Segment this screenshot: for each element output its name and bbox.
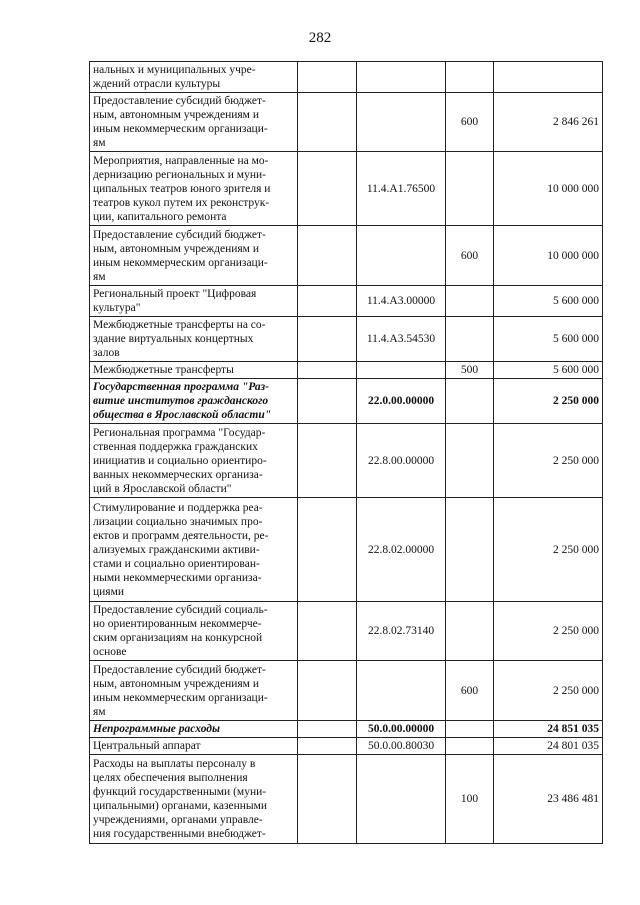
row-amount: 24 801 035 [547, 740, 599, 752]
row-name-cell [90, 286, 298, 317]
row-code-cell [357, 317, 446, 362]
row-name: Предоставление субсидий бюджет- ным, автономным учреждениям и иным некоммерческим организаци- ям [93, 663, 268, 718]
row-name-cell [90, 721, 298, 738]
row-code-cell [357, 738, 446, 755]
table-row [90, 755, 603, 844]
budget-table-body [90, 62, 603, 844]
row-name-cell [90, 424, 298, 498]
row-type: 100 [460, 793, 479, 805]
row-type-cell [446, 602, 494, 661]
row-name: Региональная программа "Государ- ственная поддержка гражданских инициатив и социально ориентиро- ванных некоммерческих организа- ций в Ярославской области" [93, 426, 267, 495]
table-row [90, 93, 603, 152]
row-amount-cell [494, 286, 603, 317]
row-amount: 10 000 000 [547, 182, 599, 195]
row-name: Межбюджетные трансферты на со- здание виртуальных концертных залов [93, 319, 266, 359]
row-type-cell [446, 286, 494, 317]
table-row [90, 152, 603, 226]
row-amount-cell [494, 738, 603, 755]
row-code-cell [357, 286, 446, 317]
row-type-cell [446, 362, 494, 379]
table-row [90, 62, 603, 93]
row-name-cell [90, 226, 298, 286]
table-row [90, 424, 603, 498]
row-amount: 2 250 000 [553, 543, 599, 556]
table-row [90, 738, 603, 755]
row-name: Предоставление субсидий бюджет- ным, автономным учреждениям и иным некоммерческим организаци- ям [93, 228, 268, 283]
row-code-cell [357, 721, 446, 738]
row-name-cell [90, 62, 298, 93]
row-type-cell [446, 424, 494, 498]
row-empty-cell [298, 152, 357, 226]
row-amount: 2 250 000 [553, 395, 599, 407]
row-amount: 23 486 481 [547, 793, 599, 805]
row-type: 600 [460, 684, 479, 697]
row-empty-cell [298, 498, 357, 602]
row-amount-cell [494, 424, 603, 498]
row-code-cell [357, 152, 446, 226]
row-empty-cell [298, 93, 357, 152]
row-name-cell [90, 93, 298, 152]
row-empty-cell [298, 738, 357, 755]
row-code: 22.8.02.73140 [367, 625, 435, 637]
row-name: Непрограммные расходы [93, 723, 220, 735]
row-name: Региональный проект "Цифровая культура" [93, 288, 257, 314]
row-amount-cell [494, 317, 603, 362]
row-name-cell [90, 379, 298, 424]
row-amount: 24 851 035 [547, 723, 599, 735]
row-name: нальных и муниципальных учре- ждений отрасли культуры [93, 64, 256, 90]
row-amount-cell [494, 721, 603, 738]
row-name: Центральный аппарат [93, 740, 201, 752]
table-row [90, 661, 603, 721]
row-code: 22.8.02.00000 [367, 543, 435, 556]
row-name-cell [90, 661, 298, 721]
row-code: 11.4.A1.76500 [366, 182, 436, 195]
row-code-cell [357, 62, 446, 93]
row-amount: 5 600 000 [553, 364, 599, 376]
table-row [90, 317, 603, 362]
row-code-cell [357, 226, 446, 286]
table-row [90, 498, 603, 602]
row-amount: 2 846 261 [553, 116, 599, 128]
row-code-cell [357, 755, 446, 844]
row-name: Стимулирование и поддержка реа- лизации социально значимых про- ектов и программ деятельности, ре- ализуемых гражданскими активи- стами и социально ориентирован- ными некоммерческими организа- циями [93, 501, 269, 598]
row-code-cell [357, 93, 446, 152]
row-amount-cell [494, 93, 603, 152]
row-type-cell [446, 661, 494, 721]
row-amount: 5 600 000 [553, 295, 599, 307]
row-code-cell [357, 379, 446, 424]
row-type-cell [446, 379, 494, 424]
row-type-cell [446, 93, 494, 152]
row-name: Расходы на выплаты персоналу в целях обеспечения выполнения функций государственными (муни- ципальными) органами, казенными учреждениями, органами управле- ния государственными внебюджет- [93, 758, 268, 840]
row-amount-cell [494, 661, 603, 721]
row-name: Мероприятия, направленные на мо- дернизацию региональных и муни- ципальных театров юного зрителя и театров кукол путем их реконструк- ции, капитального ремонта [93, 154, 271, 223]
row-type-cell [446, 62, 494, 93]
row-amount-cell [494, 152, 603, 226]
row-amount-cell [494, 602, 603, 661]
row-empty-cell [298, 317, 357, 362]
row-code-cell [357, 661, 446, 721]
row-name-cell [90, 362, 298, 379]
row-name-cell [90, 317, 298, 362]
row-amount-cell [494, 62, 603, 93]
page-number: 282 [308, 30, 332, 46]
row-code-cell [357, 424, 446, 498]
row-name-cell [90, 755, 298, 844]
row-type: 600 [460, 116, 479, 128]
row-name-cell [90, 498, 298, 602]
row-code: 22.8.00.00000 [367, 454, 435, 467]
row-amount: 2 250 000 [553, 625, 599, 637]
row-name-cell [90, 152, 298, 226]
row-type-cell [446, 738, 494, 755]
row-code-cell [357, 602, 446, 661]
row-amount-cell [494, 379, 603, 424]
table-row [90, 721, 603, 738]
row-amount-cell [494, 498, 603, 602]
row-type-cell [446, 721, 494, 738]
row-code-cell [357, 498, 446, 602]
row-empty-cell [298, 226, 357, 286]
row-name: Предоставление субсидий бюджет- ным, автономным учреждениям и иным некоммерческим организаци- ям [93, 95, 268, 149]
row-name-cell [90, 738, 298, 755]
row-amount: 2 250 000 [553, 684, 599, 697]
row-name: Государственная программа "Раз- витие институтов гражданского общества в Ярославской области" [93, 381, 272, 421]
row-type: 500 [460, 364, 479, 376]
table-row [90, 602, 603, 661]
row-amount: 2 250 000 [553, 454, 599, 467]
row-amount: 5 600 000 [553, 333, 599, 345]
row-type-cell [446, 317, 494, 362]
row-empty-cell [298, 755, 357, 844]
row-empty-cell [298, 362, 357, 379]
row-type-cell [446, 498, 494, 602]
row-type-cell [446, 152, 494, 226]
row-code: 22.0.00.00000 [367, 395, 435, 407]
row-empty-cell [298, 286, 357, 317]
row-amount: 10 000 000 [547, 249, 599, 262]
row-amount-cell [494, 362, 603, 379]
row-code: 11.4.A3.00000 [366, 295, 436, 307]
table-row [90, 286, 603, 317]
row-code-cell [357, 362, 446, 379]
row-name-cell [90, 602, 298, 661]
row-code: 50.0.00.80030 [367, 740, 435, 752]
row-empty-cell [298, 661, 357, 721]
row-empty-cell [298, 379, 357, 424]
row-empty-cell [298, 62, 357, 93]
row-code: 50.0.00.00000 [367, 723, 435, 735]
row-type: 600 [460, 249, 479, 262]
row-empty-cell [298, 602, 357, 661]
budget-table [89, 61, 603, 844]
table-row [90, 379, 603, 424]
row-code: 11.4.A3.54530 [366, 333, 436, 345]
table-row [90, 226, 603, 286]
table-row [90, 362, 603, 379]
row-name: Межбюджетные трансферты [93, 364, 234, 376]
row-type-cell [446, 226, 494, 286]
row-name: Предоставление субсидий социаль- но ориентированным некоммерче- ским организациям на конкурсной основе [93, 604, 268, 658]
row-amount-cell [494, 755, 603, 844]
row-empty-cell [298, 721, 357, 738]
row-empty-cell [298, 424, 357, 498]
row-amount-cell [494, 226, 603, 286]
row-type-cell [446, 755, 494, 844]
